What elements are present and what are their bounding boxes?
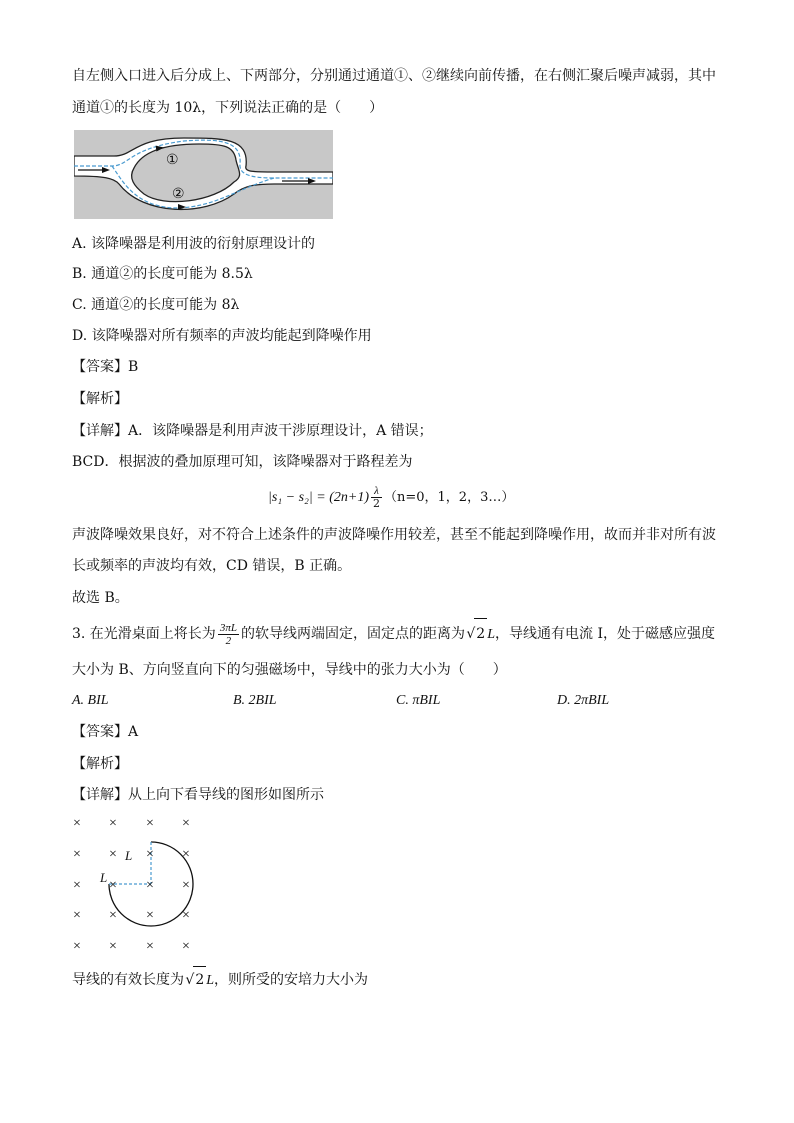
q3-frac-denominator: 2: [225, 634, 232, 647]
field-cross-symbol: ×: [109, 908, 117, 923]
q3-detail: [72, 785, 324, 805]
field-cross-symbol: ×: [73, 939, 81, 954]
q3-answer: [72, 722, 138, 742]
field-cross-symbol: ×: [182, 939, 190, 954]
q3-detail-label: 【详解】: [72, 787, 128, 803]
magnetic-field-figure: [66, 810, 206, 955]
field-cross-symbol: ×: [146, 847, 154, 862]
field-cross-symbol: ×: [182, 878, 190, 893]
q3-last-line: 导线的有效长度为 √2 L，则所受的安培力大小为: [72, 966, 368, 994]
detail-label: 【详解】: [72, 423, 128, 439]
formula-numerator: λ: [371, 485, 382, 498]
field-cross-symbol: ×: [182, 816, 190, 831]
q2-detail-a: [72, 421, 433, 441]
q3-option-a: A. BIL: [72, 693, 109, 708]
field-cross-symbol: ×: [146, 878, 154, 893]
field-cross-symbol: ×: [182, 847, 190, 862]
q3-stem-part2: 的软导线两端固定，固定点的距离为: [240, 626, 465, 642]
field-cross-symbol: ×: [73, 816, 81, 831]
label-L-vertical: L: [125, 848, 133, 863]
q3-option-c: C. πBIL: [396, 693, 441, 708]
q3-last-part1: 导线的有效长度为: [72, 972, 184, 988]
q3-stem-line2: 大小为 B、方向竖直向下的匀强磁场中，导线中的张力大小为（ ）: [72, 662, 507, 678]
q2-analysis-label: 【解析】: [72, 391, 128, 407]
q2-option-d: D. 该降噪器对所有频率的声波均能起到降噪作用: [72, 328, 372, 344]
formula-fraction: [371, 485, 382, 510]
q3-answer-value: A: [128, 724, 139, 740]
formula-lhs: |s₁ − s₂| = (2n+1): [268, 490, 369, 505]
q3-stem-line1: 3. 在光滑桌面上将长为 $\frac{3\pi L}{2}$ 的软导线两端固定，固定点的距离为 √2 L，导线通有电流 I，处于磁感应强度: [72, 618, 715, 650]
q2-option-c: C. 通道②的长度可能为 8λ: [72, 297, 240, 313]
field-cross-symbol: ×: [109, 847, 117, 862]
field-cross-symbol: ×: [73, 908, 81, 923]
q2-conclusion-line1: 声波降噪效果良好，对不符合上述条件的声波降噪作用较差，甚至不能起到降噪作用，故而并非对所有波: [72, 527, 716, 543]
answer-value: B: [128, 359, 139, 375]
formula-denominator: 2: [373, 496, 380, 510]
q2-stem-line2: 通道①的长度为 10λ，下列说法正确的是（ ）: [72, 100, 384, 116]
q3-analysis-label: 【解析】: [72, 756, 128, 772]
field-cross-symbol: ×: [109, 816, 117, 831]
q3-sqrt-coef: 2: [474, 618, 487, 649]
q2-formula: [268, 482, 514, 513]
q3-last-sqrt-var: L: [206, 973, 215, 988]
field-cross-symbol: ×: [182, 908, 190, 923]
q3-option-b: B. 2BIL: [233, 693, 277, 708]
q2-detail-bcd: BCD．根据波的叠加原理可知，该降噪器对于路程差为: [72, 454, 413, 470]
q2-stem-line1: 自左侧入口进入后分成上、下两部分，分别通过通道①、②继续向前传播，在右侧汇聚后噪声减弱，其中: [72, 68, 716, 84]
q2-answer: [72, 357, 138, 377]
noise-reducer-figure: [74, 130, 333, 219]
q3-answer-label: 【答案】: [72, 724, 128, 740]
field-cross-symbol: ×: [109, 939, 117, 954]
q3-last-part2: ，则所受的安培力大小为: [214, 972, 369, 988]
field-cross-symbol: ×: [73, 878, 81, 893]
q2-choose: 故选 B。: [72, 590, 129, 606]
field-cross-symbol: ×: [146, 939, 154, 954]
label-L-horizontal: L: [100, 870, 108, 885]
q3-length-fraction: [218, 622, 239, 647]
figure-label-1: ①: [166, 153, 179, 168]
field-cross-symbol: ×: [109, 878, 117, 893]
field-cross-symbol: ×: [73, 847, 81, 862]
q2-option-a: A. 该降噪器是利用波的衍射原理设计的: [72, 236, 316, 252]
q3-option-d: D. 2πBIL: [557, 693, 610, 708]
q3-stem-part3: ，导线通有电流 I，处于磁感应强度: [495, 626, 715, 642]
answer-label: 【答案】: [72, 359, 128, 375]
q3-stem-part1: 3. 在光滑桌面上将长为: [72, 626, 216, 642]
q3-detail-text: 从上向下看导线的图形如图所示: [128, 787, 324, 803]
q3-last-sqrt-coef: 2: [193, 966, 206, 993]
figure-label-2: ②: [172, 187, 185, 202]
q3-frac-numerator: 3πL: [219, 621, 237, 634]
formula-condition: （n=0，1，2，3…）: [384, 490, 515, 505]
detail-a-text: A．该降噪器是利用声波干涉原理设计，A 错误；: [128, 423, 433, 439]
q2-conclusion-line2: 长或频率的声波均有效，CD 错误，B 正确。: [72, 558, 352, 574]
q2-option-b: B. 通道②的长度可能为 8.5λ: [72, 266, 253, 282]
q3-sqrt-var: L: [487, 627, 495, 642]
field-cross-symbol: ×: [146, 908, 154, 923]
field-cross-symbol: ×: [146, 816, 154, 831]
